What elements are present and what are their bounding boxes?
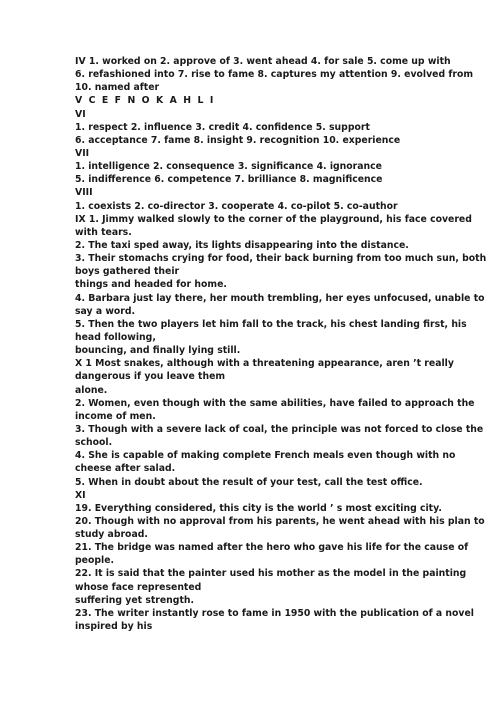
text-line: with tears. [75, 226, 132, 238]
text-line: IX 1. Jimmy walked slowly to the corner of the playground, his face covered [75, 213, 472, 225]
text-line: 20. Though with no approval from his parents, he went ahead with his plan to [75, 515, 485, 527]
section-heading: VIII [75, 187, 93, 199]
text-line: 3. Though with a severe lack of coal, the principle was not forced to close the [75, 423, 484, 435]
text-line: V C E F N O K A H L I [75, 95, 215, 107]
text-line: 1. coexists 2. co-director 3. cooperate 4. co-pilot 5. co-author [75, 200, 398, 212]
text-line: cheese after salad. [75, 463, 176, 475]
section-heading: XI [75, 489, 86, 501]
section-heading: VI [75, 108, 86, 120]
text-line: 19. Everything considered, this city is the world ’ s most exciting city. [75, 502, 442, 514]
text-line: school. [75, 437, 113, 449]
text-line: IV 1. worked on 2. approve of 3. went ahead 4. for sale 5. come up with [75, 56, 451, 67]
text-line: inspired by his [75, 621, 153, 633]
text-line: 2. The taxi sped away, its lights disappearing into the distance. [75, 239, 409, 251]
answer-key-text [75, 55, 487, 633]
text-line: 1. respect 2. influence 3. credit 4. confidence 5. support [75, 121, 370, 133]
text-line: 10. named after [75, 82, 160, 94]
text-line: bouncing, and finally lying still. [75, 345, 241, 357]
text-line: 22. It is said that the painter used his mother as the model in the painting [75, 568, 467, 580]
text-line: 23. The writer instantly rose to fame in 1950 with the publication of a novel [75, 607, 474, 619]
text-line: say a word. [75, 305, 136, 317]
text-line: 5. indifference 6. competence 7. brilliance 8. magnificence [75, 174, 383, 186]
text-line: head following, [75, 331, 156, 343]
text-line: people. [75, 555, 115, 567]
text-line: 6. acceptance 7. fame 8. insight 9. recognition 10. experience [75, 134, 401, 146]
text-line: suffering yet strength. [75, 594, 195, 606]
text-line: 5. Then the two players let him fall to the track, his chest landing first, his [75, 318, 467, 330]
text-line: X 1 Most snakes, although with a threatening appearance, aren ’t really [75, 358, 454, 370]
text-line: boys gathered their [75, 266, 180, 278]
text-line: 6. refashioned into 7. rise to fame 8. captures my attention 9. evolved from [75, 69, 474, 81]
text-line: 21. The bridge was named after the hero who gave his life for the cause of [75, 542, 469, 554]
text-line: 4. She is capable of making complete French meals even though with no [75, 450, 456, 462]
text-line: income of men. [75, 410, 156, 422]
text-line: 5. When in doubt about the result of your test, call the test office. [75, 476, 423, 488]
text-line: things and headed for home. [75, 279, 227, 291]
text-line: alone. [75, 384, 108, 396]
text-line: 2. Women, even though with the same abilities, have failed to approach the [75, 397, 475, 409]
text-line: 1. intelligence 2. consequence 3. significance 4. ignorance [75, 161, 382, 173]
text-line: 3. Their stomachs crying for food, their back burning from too much sun, both [75, 253, 487, 265]
text-line: study abroad. [75, 529, 148, 541]
text-line: whose face represented [75, 581, 202, 593]
text-line: dangerous if you leave them [75, 371, 226, 383]
text-line: 4. Barbara just lay there, her mouth trembling, her eyes unfocused, unable to [75, 292, 485, 304]
section-heading: VII [75, 147, 90, 159]
